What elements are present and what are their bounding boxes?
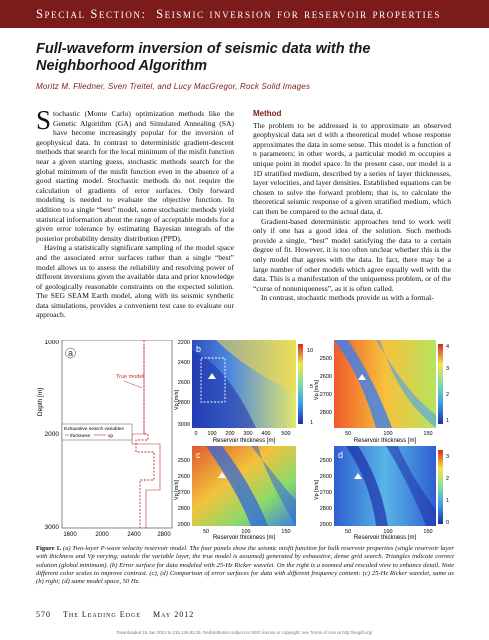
panel-b-xtick-4: 400: [261, 431, 271, 437]
panel-b-zoom: [314, 340, 449, 444]
caption-text: (a) Two-layer P-wave velocity reservoir model. The four panels show the seismic misfit function for bulk reservoir properties (single reservoir layer with thickness and Vp varying; outside the variable layer, the true model is assumed) generated by exhaustive, dense grid search. Triangles indicate correct solution (global minimum). (b) Error surface for data modeled with 25-Hz Ricker wavelet. On the right is a zoomed and rescaled view to enhance detail. Note different color scales to improve contrast. (c), (d) Comparison of error surfaces for data with different frequency content: (c) 25-Hz Ricker wavelet, same as (b) right; (d) same model space, 50 Hz.: [36, 545, 454, 586]
method-paragraph-3: In contrast, stochastic methods provide us with a formal-: [261, 293, 434, 303]
download-notice: Downloaded 15 Jan 2012 to 215.136.83.28. Redistribution subject to SEG license or copyright; see Terms of Use at http://segdl.org/: [116, 630, 373, 635]
panel-d-label: d: [338, 450, 344, 460]
panel-c-ytick-2: 2700: [177, 490, 190, 496]
method-paragraph-1: The problem to be addressed is to approximate an observed geophysical data set d with a theoretical model whose response approximates the data in some sense. This model is a function of n parameters; in other words, a particular model m occupies a unique point in model space. In the present case, our model is a 1D stratified medium, described by a series of layer thicknesses, layer velocities, and layer densities. Established equations can be chosen to solve the forward problem; that is, to calculate the theoretical seismic response of a given stratified medium, which can then be compared to the actual data, d.: [253, 120, 451, 216]
panel-d-ytick-3: 2800: [319, 506, 332, 512]
panel-b-ytick-1: 2400: [177, 360, 190, 366]
panel-b-xtick-5: 500: [281, 431, 291, 437]
panel-b-label: b: [196, 344, 202, 354]
panel-d-cbar-2: 1: [446, 498, 450, 504]
panel-a-xtick-0: 1600: [63, 532, 77, 538]
panel-d-ytick-2: 2700: [319, 490, 332, 496]
panel-b-cbar-0: 10: [306, 348, 314, 354]
panel-a-xtick-1: 2000: [95, 532, 109, 538]
zoom-cbar-1: 3: [446, 366, 450, 372]
figure-caption: [36, 545, 454, 586]
zoom-cbar-0: 4: [446, 344, 450, 350]
panel-d-colorbar: [438, 450, 443, 524]
panel-d-ytick-4: 2900: [319, 522, 332, 528]
article-title: Full-waveform inversion of seismic data with the Neighborhood Algorithm: [36, 41, 371, 74]
panel-d-xlabel: Reservoir thickness [m]: [353, 535, 417, 540]
zoom-colorbar: [438, 344, 443, 424]
panel-a-xtick-3: 2800: [157, 532, 171, 538]
exhaustive-search-label: Exhaustive search variables: [64, 427, 124, 432]
panel-b-xlabel: Reservoir thickness [m]: [212, 438, 276, 444]
issue-date: May 2012: [152, 610, 195, 619]
panel-c-label: c: [196, 450, 201, 460]
banner-text: [36, 7, 441, 22]
true-model-label: True model: [116, 374, 144, 380]
panel-a-label: a: [68, 348, 74, 358]
panel-b-cbar-1: 5: [310, 384, 314, 390]
drop-cap: S: [36, 105, 52, 135]
panel-b-xtick-1: 100: [207, 431, 217, 437]
panel-c-ytick-0: 2500: [177, 458, 190, 464]
method-heading: Method: [253, 109, 282, 118]
panel-b: [174, 340, 313, 444]
panel-b-colorbar: [298, 344, 303, 424]
caption-label: Figure 1.: [36, 545, 62, 552]
page-number: 570: [36, 610, 51, 619]
panel-d-cbar-1: 2: [446, 476, 450, 482]
special-section-label: Special Section:: [36, 7, 147, 21]
panel-d-ytick-0: 2500: [319, 458, 332, 464]
panel-c-xlabel: Reservoir thickness [m]: [212, 535, 276, 540]
panel-c-xtick-2: 150: [281, 529, 291, 535]
zoom-cbar-3: 1: [446, 418, 450, 424]
panel-d-cbar-3: 0: [446, 520, 450, 526]
method-paragraph-2: Gradient-based deterministic approaches tend to work well only if one has a good idea of the solution. Such methods provide a single, “best” model satisfying the data to a certain degree of fit. However, it is too often unclear whether this is the only model that agrees with the data. In fact, there may be a large number of other models which agree equally well with the data. This is a manifestation of the uniqueness problem, or of the “curse of nonuniqueness”, as it is often called.: [253, 216, 451, 293]
panel-d-cbar-0: 3: [446, 454, 450, 460]
panel-d: [314, 446, 449, 540]
panel-a: [37, 340, 172, 540]
panel-a-ytick-0: 1000: [44, 340, 59, 346]
section-title: Seismic inversion for reservoir properties: [156, 7, 441, 21]
zoom-xlabel: Reservoir thickness [m]: [353, 438, 417, 444]
section-banner: [0, 0, 489, 28]
zoom-xtick-0: 50: [344, 431, 352, 437]
panel-c: [174, 446, 296, 540]
journal-name: The Leading Edge: [63, 610, 141, 619]
panel-d-xtick-1: 100: [383, 529, 393, 535]
panel-d-xtick-2: 150: [423, 529, 433, 535]
panel-b-xtick-3: 300: [243, 431, 253, 437]
zoom-ytick-1: 2600: [319, 374, 332, 380]
zoom-cbar-2: 2: [446, 392, 450, 398]
panel-a-xtick-2: 2400: [127, 532, 141, 538]
zoom-ytick-3: 2800: [319, 410, 332, 416]
panel-c-xtick-1: 100: [241, 529, 251, 535]
zoom-ytick-2: 2700: [319, 392, 332, 398]
panel-b-cbar-2: 1: [310, 420, 314, 426]
panel-b-ytick-3: 2800: [177, 400, 190, 406]
zoom-xtick-2: 150: [423, 431, 433, 437]
panel-b-xtick-0: 0: [194, 431, 198, 437]
intro-text: tochastic (Monte Carlo) optimization methods like the Genetic Algorithm (GA) and Simulated Annealing (SA) have become increasingly popular for the inversion of geophysical data. In contrast to deterministic gradient-descent methods that search for the local minimum of the misfit function near a given starting guess, stochastic methods search for the global minimum of the misfit function even in the absence of a good starting model. Stochastic methods do not require the calculation of gradients of error surfaces. Only forward modeling is needed to evaluate the objective function. In addition to a single “best” model, some stochastic methods yield statistical information about the range of acceptable models for a given error tolerance by estimating Bayesian integrals of the posterior probability density distribution (PPD).: [36, 109, 234, 243]
panel-a-ytick-2: 3000: [44, 524, 59, 531]
panel-d-ylabel: Vp [m/s]: [314, 479, 320, 501]
vp-var-label: vp: [108, 434, 114, 439]
panel-d-xtick-0: 50: [344, 529, 352, 535]
right-column: [253, 109, 451, 303]
panel-b-ytick-2: 2600: [177, 380, 190, 386]
left-column: [36, 105, 234, 320]
panel-b-xtick-2: 200: [225, 431, 235, 437]
panel-b-ytick-4: 3000: [177, 422, 190, 428]
zoom-ylabel: Vp [m/s]: [314, 379, 320, 401]
thickness-var-label: thickness: [70, 434, 90, 439]
panel-c-ytick-1: 2600: [177, 474, 190, 480]
zoom-ytick-0: 2500: [319, 356, 332, 362]
panel-c-ytick-3: 2800: [177, 506, 190, 512]
intro-paragraph-2: Having a statistically significant sampling of the model space and the associated error surfaces rather than a single “best” model allows us to assess the reliability and resolving power of different inversions given the available data and prior knowledge of geologically reasonable constraints on the expected solution. The SEG SEAM Earth model, along with its seismic synthetic data simulations, provides a convenient test case to evaluate our approach.: [36, 243, 234, 320]
panel-a-ytick-1: 2000: [44, 431, 59, 438]
panel-d-ytick-1: 2600: [319, 474, 332, 480]
panel-a-ylabel: Depth [m]: [37, 387, 44, 417]
panel-c-ytick-4: 2900: [177, 522, 190, 528]
panel-b-ytick-0: 2200: [177, 340, 190, 346]
article-authors: Moritz M. Fliedner, Sven Treitel, and Lucy MacGregor, Rock Solid Images: [36, 82, 311, 91]
page-footer: [36, 610, 194, 619]
figure-1: [36, 340, 454, 540]
zoom-xtick-1: 100: [383, 431, 393, 437]
panel-b-ylabel: Vp [m/s]: [174, 389, 180, 411]
panel-c-ylabel: Vp [m/s]: [174, 479, 180, 501]
panel-c-xtick-0: 50: [202, 529, 210, 535]
intro-paragraph: [36, 105, 234, 243]
